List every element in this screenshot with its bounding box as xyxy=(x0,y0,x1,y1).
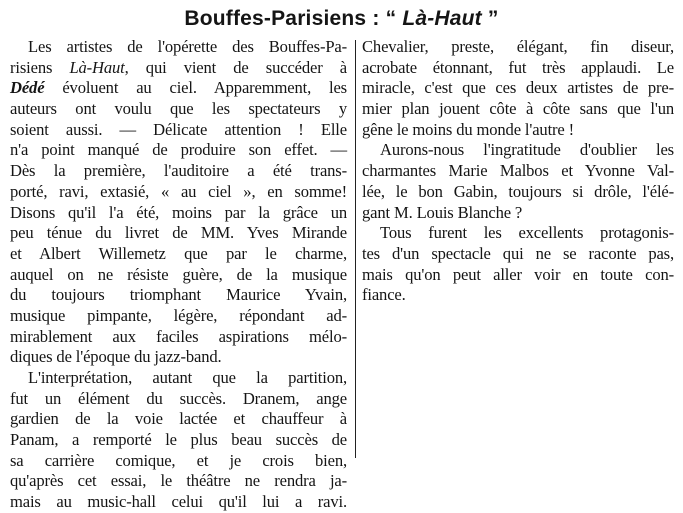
text-line: gêne le moins du monde l'autre ! xyxy=(362,119,575,139)
text-line: du toujours triomphant Maurice Yvain, xyxy=(10,285,347,305)
text-line: Panam, a remporté le plus beau succès de xyxy=(10,430,347,450)
headline-separator: : xyxy=(366,7,386,30)
text-line: soient aussi. — Délicate attention ! Elle xyxy=(10,119,347,139)
text-line: Chevalier, preste, élégant, fin diseur, xyxy=(362,37,674,56)
text-line: Tous furent les excellents protagonis- xyxy=(380,223,674,243)
text-line: L'interprétation, autant que la partition, xyxy=(28,368,347,387)
previous-show-title: Dédé xyxy=(10,78,45,98)
text-line xyxy=(10,58,347,79)
headline-show-title: Là-Haut xyxy=(402,7,482,30)
text-line: et Albert Willemetz que par le charme, xyxy=(10,243,347,263)
text-line: lée, le bon Gabin, toujours si drôle, l'élé- xyxy=(362,181,674,201)
text-line: porté, ravi, extasié, « au ciel », en somme! xyxy=(10,181,347,201)
text-line: acrobate étonnant, fut très applaudi. Le xyxy=(362,57,674,77)
text-line: musique pimpante, légère, répondant ad- xyxy=(10,305,347,325)
text-line: Dès la première, l'auditoire a été trans- xyxy=(10,161,347,181)
text-line: gant M. Louis Blanche ? xyxy=(362,202,523,222)
text-line: mais au music-hall celui qu'il lui a ravi. xyxy=(10,492,347,512)
headline-close-quote: ” xyxy=(481,7,499,30)
text-line xyxy=(10,78,347,99)
text-line: charmantes Marie Malbos et Yvonne Val- xyxy=(362,161,674,181)
text-line: miracle, c'est que ces deux artistes de pre- xyxy=(362,78,674,98)
text-line: auteurs ont voulu que les spectateurs y xyxy=(10,99,347,119)
text-line: diques de l'époque du jazz-band. xyxy=(10,347,222,367)
text-line: mais qu'on peut aller voir en toute con- xyxy=(362,264,674,284)
left-column xyxy=(10,37,347,513)
text-line: sa carrière comique, et je crois bien, xyxy=(10,450,347,470)
text-line: Les artistes de l'opérette des Bouffes-Pa- xyxy=(28,37,347,56)
text-line: peu ténue du livret de MM. Yves Mirande xyxy=(10,223,347,243)
text-line: auquel on ne résiste guère, de la musique xyxy=(10,264,347,284)
text-fragment: risiens xyxy=(10,57,70,77)
text-line: fut un élément du succès. Dranem, ange xyxy=(10,388,347,408)
text-line: tes d'un spectacle qui ne se raconte pas, xyxy=(362,243,674,263)
text-line: qu'après cet essai, le théâtre ne rendra ja- xyxy=(10,471,347,491)
show-title-italic: Là-Haut xyxy=(69,57,125,77)
column-divider xyxy=(355,40,356,458)
text-line: Aurons-nous l'ingratitude d'oublier les xyxy=(380,140,674,160)
text-line: gardien de la voie lactée et chauffeur à xyxy=(10,409,347,429)
text-line: Disons qu'il l'a été, moins par la grâce un xyxy=(10,202,347,222)
text-line: mier plan jouent côte à côte sans que l'un xyxy=(362,99,674,119)
text-line: fiance. xyxy=(362,285,406,305)
text-fragment: , qui vient de succéder à xyxy=(124,57,347,77)
headline-open-quote: “ xyxy=(385,7,403,30)
text-fragment: évoluent au ciel. Apparemment, les xyxy=(44,78,347,98)
text-line: n'a point manqué de produire son effet. — xyxy=(10,140,347,160)
right-column xyxy=(362,37,674,306)
article-headline xyxy=(0,6,683,32)
text-line: mirablement aux faciles aspirations mélo- xyxy=(10,326,347,346)
headline-theatre: Bouffes-Parisiens xyxy=(184,7,367,30)
